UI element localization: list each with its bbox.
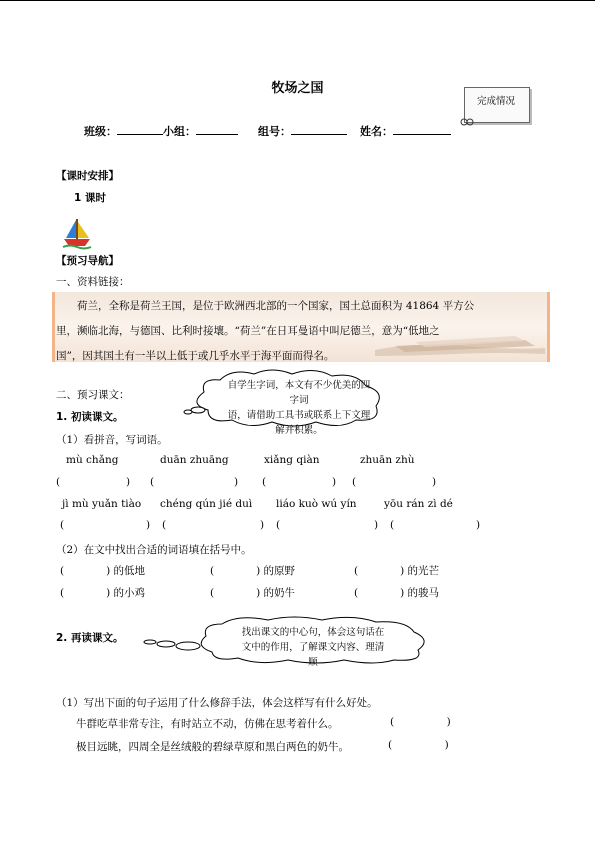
bracket-1-2-open[interactable]: ( bbox=[150, 476, 155, 488]
hint-cloud-1-text bbox=[224, 378, 374, 438]
hint-cloud-1-line-1: 自学生字词，本文有不少优美的四字词 bbox=[227, 380, 371, 406]
sentence-2-text: 极目远眺，四周全是丝绒般的碧绿草原和黑白两色的奶牛。 bbox=[76, 741, 349, 753]
question-1: （1）看拼音，写词语。 bbox=[56, 434, 168, 446]
bracket-2-3-close: ) bbox=[374, 519, 379, 531]
bracket-1-4-open[interactable]: ( bbox=[352, 476, 357, 488]
group-blank[interactable] bbox=[196, 123, 238, 135]
top-rule bbox=[0, 0, 595, 1]
bracket-1-3-close: ) bbox=[332, 476, 337, 488]
sailboat-icon bbox=[62, 218, 92, 250]
pinyin-2-1: jì mù yuǎn tiào bbox=[62, 498, 142, 510]
bracket-2-2-open[interactable]: ( bbox=[162, 519, 167, 531]
fill-1-2-text: 的原野 bbox=[263, 565, 296, 577]
step2-heading: 2. 再读课文。 bbox=[56, 632, 124, 644]
bracket-2-1-open[interactable]: ( bbox=[60, 519, 65, 531]
group-no-field bbox=[258, 123, 347, 139]
sentence-2 bbox=[76, 739, 349, 754]
completion-status-box bbox=[460, 87, 532, 127]
info-line-3: 国”，因其国土有一半以上低于或几乎水平于海平面而得名。 bbox=[56, 350, 335, 362]
bracket-1-1-open[interactable]: ( bbox=[56, 476, 61, 488]
question-3: （1）写出下面的句子运用了什么修辞手法，体会这样写有什么好处。 bbox=[56, 697, 378, 709]
sentence-1-text: 牛群吃草非常专注，有时站立不动，仿佛在思考着什么。 bbox=[76, 718, 339, 730]
bracket-2-1-close: ) bbox=[146, 519, 151, 531]
hint-cloud-1-line-2: 语，请借助工具书或联系上下文理解并积累。 bbox=[227, 410, 371, 436]
section1-heading: 一、资料链接： bbox=[56, 276, 130, 288]
hint-cloud-2-text bbox=[238, 625, 388, 670]
fill-1-3[interactable]: ( ) 的光芒 bbox=[354, 565, 440, 577]
fill-2-1-text: 的小鸡 bbox=[113, 587, 146, 599]
step1-heading: 1. 初读课文。 bbox=[56, 411, 124, 423]
group-no-label: 组号： bbox=[258, 125, 291, 138]
schedule-content: 1 课时 bbox=[74, 192, 106, 204]
bracket-1-2-close: ) bbox=[234, 476, 239, 488]
sentence-1-answer[interactable]: ( ) bbox=[390, 716, 451, 728]
fill-1-1-text: 的低地 bbox=[113, 565, 146, 577]
name-field bbox=[360, 123, 451, 139]
page-title: 牧场之国 bbox=[271, 81, 324, 96]
info-line-1: 荷兰，全称是荷兰王国，是位于欧洲西北部的一个国家，国土总面积为 41864 平方公 bbox=[77, 300, 475, 312]
fill-2-3[interactable]: ( ) 的骏马 bbox=[354, 587, 440, 599]
pinyin-1-4: zhuān zhù bbox=[360, 454, 415, 466]
fill-2-2[interactable]: ( ) 的奶牛 bbox=[210, 587, 296, 599]
sentence-2-answer[interactable]: ( ) bbox=[388, 739, 449, 751]
bracket-2-4-close: ) bbox=[476, 519, 481, 531]
question-2: （2）在文中找出合适的词语填在括号中。 bbox=[56, 544, 252, 556]
bracket-2-3-open[interactable]: ( bbox=[276, 519, 281, 531]
group-no-blank[interactable] bbox=[291, 123, 347, 135]
fill-1-3-text: 的光芒 bbox=[407, 565, 440, 577]
schedule-heading: 【课时安排】 bbox=[56, 170, 119, 182]
bracket-1-4-close: ) bbox=[432, 476, 437, 488]
pinyin-1-3: xiǎng qiàn bbox=[264, 454, 320, 466]
name-blank[interactable] bbox=[393, 123, 451, 135]
section2-heading: 二、预习课文： bbox=[56, 389, 130, 401]
pinyin-2-2: chéng qún jié duì bbox=[160, 498, 253, 510]
class-field bbox=[84, 123, 238, 139]
bracket-2-4-open[interactable]: ( bbox=[390, 519, 395, 531]
pinyin-2-4: yōu rán zì dé bbox=[384, 498, 453, 510]
info-line-2: 里，濒临北海，与德国、比利时接壤。“荷兰”在日耳曼语中叫尼德兰，意为“低地之 bbox=[56, 325, 440, 337]
hint-cloud-2-line-1: 找出课文的中心句，体会这句话在 bbox=[241, 627, 385, 638]
sentence-1 bbox=[76, 716, 339, 731]
pinyin-1-2: duān zhuāng bbox=[160, 454, 229, 466]
fill-2-1[interactable]: ( ) 的小鸡 bbox=[60, 587, 146, 599]
class-label: 班级： bbox=[84, 125, 117, 138]
bracket-1-3-open[interactable]: ( bbox=[262, 476, 267, 488]
clip-icon bbox=[460, 117, 474, 127]
bracket-2-2-close: ) bbox=[260, 519, 265, 531]
fill-2-3-text: 的骏马 bbox=[407, 587, 440, 599]
pinyin-1-1: mù chǎng bbox=[66, 454, 119, 466]
fill-2-2-text: 的奶牛 bbox=[263, 587, 296, 599]
group-label: 小组： bbox=[163, 125, 196, 138]
info-paragraph bbox=[56, 294, 542, 369]
preview-heading: 【预习导航】 bbox=[56, 255, 119, 267]
name-label: 姓名： bbox=[360, 125, 393, 138]
pinyin-2-3: liáo kuò wú yín bbox=[276, 498, 357, 510]
fill-1-1[interactable]: ( ) 的低地 bbox=[60, 565, 146, 577]
fill-1-2[interactable]: ( ) 的原野 bbox=[210, 565, 296, 577]
class-blank[interactable] bbox=[117, 123, 163, 135]
hint-cloud-2-line-2: 文中的作用，了解课文内容、理清顺 bbox=[241, 642, 385, 668]
status-label: 完成情况 bbox=[476, 96, 515, 107]
bracket-1-1-close: ) bbox=[126, 476, 131, 488]
